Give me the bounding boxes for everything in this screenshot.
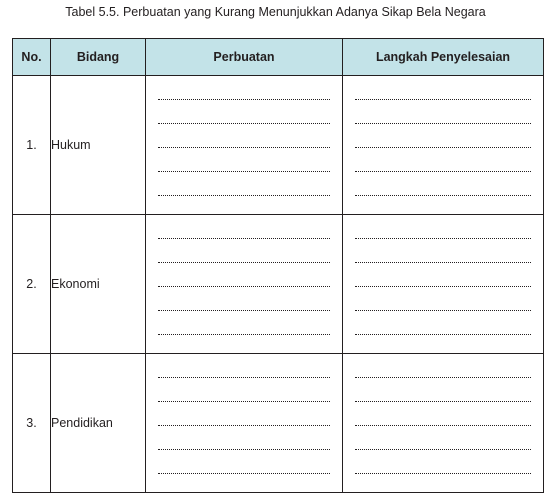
dotted-line xyxy=(355,119,531,124)
table-row xyxy=(13,215,544,354)
perbuatan-answer-cell[interactable] xyxy=(146,215,343,354)
row-bidang: Pendidikan xyxy=(51,354,146,493)
table-row xyxy=(13,76,544,215)
row-number: 3. xyxy=(13,354,51,493)
dotted-line xyxy=(158,330,330,335)
header-no: No. xyxy=(13,39,51,76)
dotted-line xyxy=(355,469,531,474)
header-perbuatan: Perbuatan xyxy=(146,39,343,76)
row-bidang: Ekonomi xyxy=(51,215,146,354)
dotted-line xyxy=(158,282,330,287)
perbuatan-answer-cell[interactable] xyxy=(146,76,343,215)
dotted-line xyxy=(158,258,330,263)
dotted-line xyxy=(355,95,531,100)
langkah-answer-cell[interactable] xyxy=(343,76,544,215)
dotted-line xyxy=(158,445,330,450)
row-number: 2. xyxy=(13,215,51,354)
dotted-line xyxy=(158,306,330,311)
langkah-answer-cell[interactable] xyxy=(343,354,544,493)
langkah-answer-cell[interactable] xyxy=(343,215,544,354)
dotted-line xyxy=(355,234,531,239)
dotted-line xyxy=(355,397,531,402)
perbuatan-answer-cell[interactable] xyxy=(146,354,343,493)
worksheet-table xyxy=(12,38,544,493)
dotted-line xyxy=(158,191,330,196)
dotted-line xyxy=(355,445,531,450)
dotted-line xyxy=(355,373,531,378)
table-caption: Tabel 5.5. Perbuatan yang Kurang Menunjukkan Adanya Sikap Bela Negara xyxy=(65,5,486,19)
dotted-line xyxy=(158,167,330,172)
dotted-line xyxy=(355,306,531,311)
fill-in-lines[interactable] xyxy=(343,79,543,212)
row-number: 1. xyxy=(13,76,51,215)
dotted-line xyxy=(355,167,531,172)
header-bidang: Bidang xyxy=(51,39,146,76)
dotted-line xyxy=(158,119,330,124)
dotted-line xyxy=(158,234,330,239)
dotted-line xyxy=(355,143,531,148)
fill-in-lines[interactable] xyxy=(343,357,543,490)
dotted-line xyxy=(355,282,531,287)
fill-in-lines[interactable] xyxy=(343,218,543,351)
dotted-line xyxy=(158,421,330,426)
header-langkah-penyelesaian: Langkah Penyelesaian xyxy=(343,39,544,76)
dotted-line xyxy=(158,373,330,378)
table-row xyxy=(13,354,544,493)
dotted-line xyxy=(355,330,531,335)
dotted-line xyxy=(355,258,531,263)
dotted-line xyxy=(158,95,330,100)
dotted-line xyxy=(158,143,330,148)
dotted-line xyxy=(158,469,330,474)
fill-in-lines[interactable] xyxy=(146,218,342,351)
dotted-line xyxy=(355,421,531,426)
row-bidang: Hukum xyxy=(51,76,146,215)
dotted-line xyxy=(158,397,330,402)
header-row xyxy=(13,39,544,76)
dotted-line xyxy=(355,191,531,196)
fill-in-lines[interactable] xyxy=(146,79,342,212)
fill-in-lines[interactable] xyxy=(146,357,342,490)
